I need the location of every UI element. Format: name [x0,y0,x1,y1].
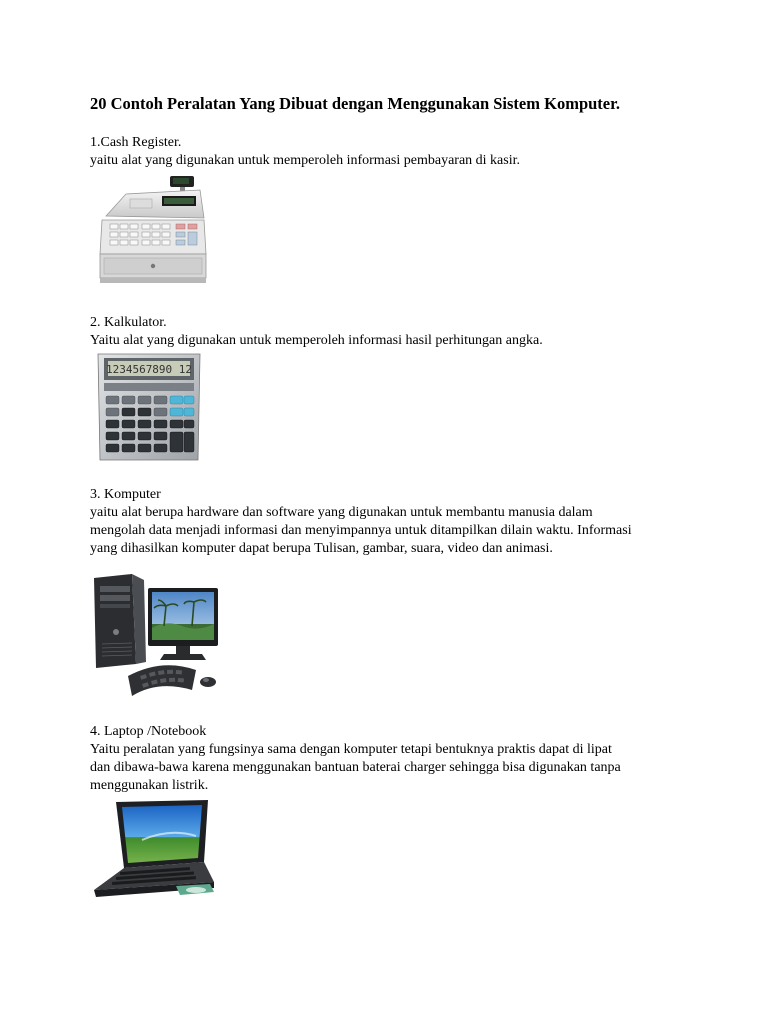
section-text-laptop-line-2: dan dibawa-bawa karena menggunakan bantuan baterai charger sehingga bisa digunakan tanpa [90,760,621,775]
calculator-icon [96,350,202,462]
section-text-laptop-line-1: Yaitu peralatan yang fungsinya sama dengan komputer tetapi bentuknya praktis dapat di lipat [90,742,612,757]
section-text-calculator: Yaitu alat yang digunakan untuk memperoleh informasi hasil perhitungan angka. [90,333,543,348]
document-title: 20 Contoh Peralatan Yang Dibuat dengan Menggunakan Sistem Komputer. [90,94,621,113]
section-text-computer-line-1: yaitu alat berupa hardware dan software yang digunakan untuk membantu manusia dalam [90,505,593,520]
section-heading-cash-register: 1.Cash Register. [90,135,182,150]
section-heading-laptop: 4. Laptop /Notebook [90,724,207,739]
section-heading-calculator: 2. Kalkulator. [90,315,167,330]
section-heading-computer: 3. Komputer [90,487,161,502]
laptop-icon [90,798,216,904]
section-text-laptop-line-3: menggunakan listrik. [90,778,209,793]
cash-register-icon [96,172,214,290]
section-text-computer-line-2: mengolah data menjadi informasi dan menyimpannya untuk ditampilkan dilain waktu. Informasi [90,523,632,538]
section-text-computer-line-3: yang dihasilkan komputer dapat berupa Tulisan, gambar, suara, video dan animasi. [90,541,553,556]
calculator-display: 1234567890 12 [105,363,193,376]
section-text-cash-register: yaitu alat yang digunakan untuk memperoleh informasi pembayaran di kasir. [90,153,520,168]
desktop-computer-icon [92,572,222,704]
